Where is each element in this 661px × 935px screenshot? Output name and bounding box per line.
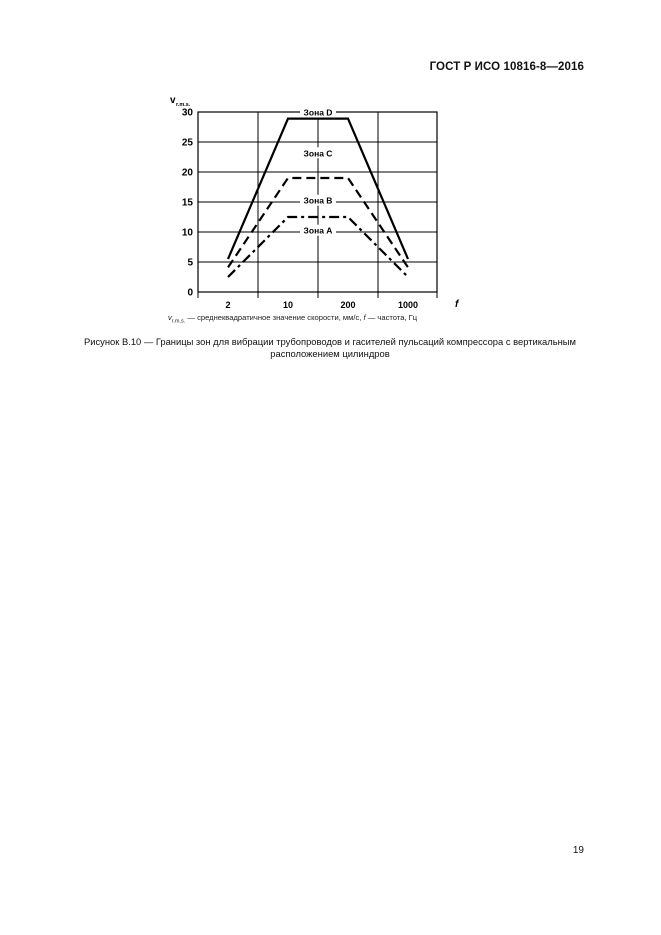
zone-chart	[150, 88, 490, 313]
note-var-sub: r.m.s.	[171, 318, 186, 325]
y-tick-label: 25	[181, 137, 193, 149]
caption-line-2: расположением цилиндров	[270, 347, 390, 359]
y-tick-label: 15	[181, 197, 193, 209]
y-tick-label: 5	[187, 257, 193, 269]
y-tick-label: 0	[187, 287, 193, 299]
x-tick-label: 200	[340, 300, 356, 310]
page-number: 19	[572, 845, 584, 856]
note-text2: — частота, Гц	[365, 313, 418, 322]
zone-label: Зона B	[303, 195, 333, 206]
document-header: ГОСТ Р ИСО 10816-8—2016	[429, 61, 584, 73]
y-axis-label: v	[170, 95, 176, 106]
note-var: v	[168, 313, 172, 322]
zone-label: Зона C	[303, 148, 333, 159]
x-tick-label: 2	[225, 300, 231, 310]
y-tick-label: 20	[181, 167, 193, 179]
x-tick-label: 10	[282, 300, 294, 310]
zone-label: Зона A	[303, 225, 333, 236]
y-tick-label: 10	[181, 227, 193, 239]
caption-line-1: Рисунок В.10 — Границы зон для вибрации трубопроводов и гасителей пульсаций компрессора с вертикальным	[84, 336, 576, 347]
note-text: — среднеквадратичное значение скорости, мм/с,	[185, 313, 364, 322]
zone-label: Зона D	[303, 107, 333, 118]
y-tick-label: 30	[181, 107, 193, 119]
x-tick-label: 1000	[397, 300, 419, 310]
note-f: f	[363, 313, 366, 322]
figure-caption	[30, 336, 630, 359]
axis-legend-note	[168, 313, 417, 325]
x-axis-label: f	[455, 299, 459, 310]
y-axis-label-sub: r.m.s.	[176, 102, 191, 108]
